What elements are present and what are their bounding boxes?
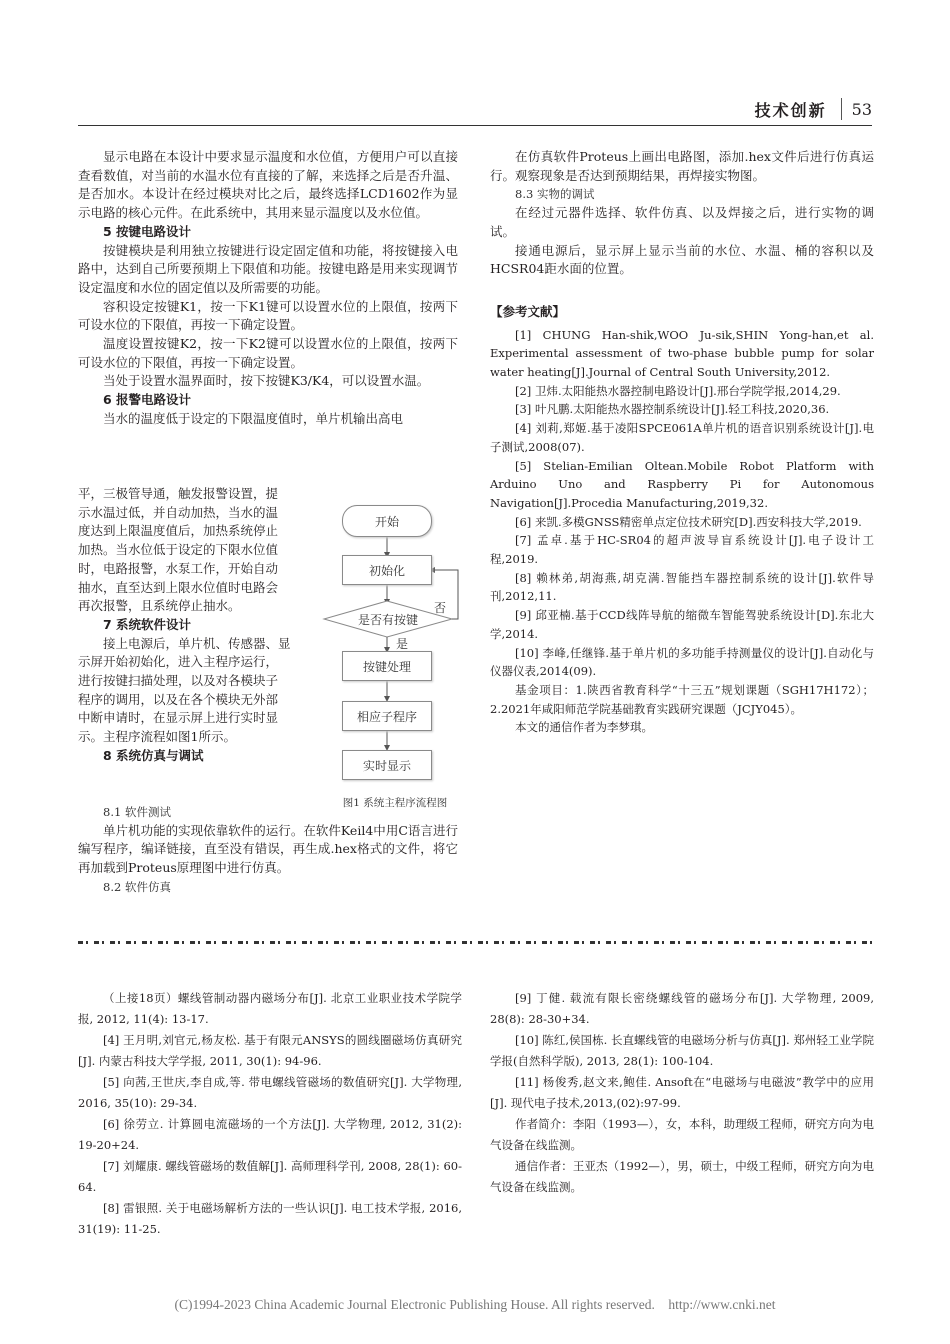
flow-yes-label: 是 (396, 637, 409, 651)
subsection-heading: 8.1 软件测试 (103, 805, 171, 819)
paragraph: 当处于设置水温界面时，按下按键K3/K4，可以设置水温。 (103, 373, 430, 389)
text-line: 中断申请时，在显示屏上进行实时显 (78, 710, 279, 726)
text-line: 示水温过低，并自动加热，当水的温 (78, 504, 279, 520)
flow-decision-label: 是否有按键 (357, 613, 418, 627)
text-line: 抽水，直至达到上限水位值时电路会 (78, 579, 279, 595)
text-line: 平，三极管导通，触发报警设置，提 (78, 486, 279, 501)
paragraph: 单片机功能的实现依靠软件的运行。在软件Keil4中用C语言进行编写程序，编译链接，直至没有错误，再生成.hex格式的文件，将它再加载到Proteus原理图中进行仿真。 (78, 822, 458, 876)
reference-item: [7] 孟卓.基于HC-SR04的超声波导盲系统设计[J].电子设计工程,2019. (490, 533, 874, 567)
reference-item: [4] 王月明,刘官元,杨友松. 基于有限元ANSYS的圆线圈磁场仿真研究[J]. 内蒙古科技大学学报, 2011, 30(1): 94-96. (78, 1033, 462, 1068)
text-line: 进行按键扫描处理，以及对各模块子 (78, 673, 279, 689)
reference-item: [7] 刘耀康. 螺线管磁场的数值解[J]. 高师理科学刊, 2008, 28(1): 60-64. (78, 1159, 462, 1194)
left-column-lower (78, 803, 458, 897)
references-heading: 【参考文献】 (490, 303, 566, 319)
journal-section-title: 技术创新 (754, 100, 827, 120)
flow-key-process: 按键处理 (342, 651, 432, 681)
paragraph: 显示电路在本设计中要求显示温度和水位值，方便用户可以直接查看数值，对当前的水温水位有直接的了解，来选择之后是否升温、是否加水。本设计在经过模块对比之后，最终选择LCD1602作为显示电路的核心元件。在此系统中，其用来显示温度以及水位值。 (78, 149, 458, 221)
flow-display: 实时显示 (342, 750, 432, 780)
flow-start: 开始 (342, 505, 432, 537)
reference-item: [8] 雷银照. 关于电磁场解析方法的一些认识[J]. 电工技术学报, 2016, 31(19): 11-25. (78, 1201, 462, 1236)
section-heading: 5 按键电路设计 (103, 223, 192, 239)
paragraph: 按键模块是利用独立按键进行设定固定值和功能，将按键接入电路中，达到自己所要预期上下限值和功能。按键电路是用来实现调节设定温度和水位的固定值以及所需要的功能。 (78, 242, 458, 295)
author-bio: 作者简介：李阳（1993—），女，本科，助理级工程师，研究方向为电气设备在线监测。 (490, 1117, 874, 1152)
text-line: 示屏开始初始化，进入主程序运行， (78, 654, 279, 670)
reference-item: [10] 李峰,任继锋.基于单片机的多功能手持测量仪的设计[J].自动化与仪器仪表,2014(09). (490, 645, 874, 679)
left-column (78, 148, 458, 429)
paragraph: 温度设置按键K2，按一下K2键可以设置水位的上限值，按两下可设水位的下限值，再按一下确定设置。 (78, 336, 458, 370)
text-line: 再次报警，且系统停止抽水。 (78, 598, 241, 614)
reference-item: [10] 陈红,侯国栋. 长直螺线管的电磁场分析与仿真[J]. 郑州轻工业学院学报(自然科学版), 2013, 28(1): 100-104. (490, 1033, 874, 1068)
reference-item: [5] Stelian-Emilian Oltean.Mobile Robot Platform with Arduino Uno and Raspberry Pi for Autonomous Navigation[J].Procedia Manufacturing,2019,32. (490, 458, 874, 510)
flow-init: 初始化 (342, 555, 432, 585)
paragraph: 当水的温度低于设定的下限温度值时，单片机输出高电 (103, 410, 404, 426)
bottom-right-references (490, 988, 874, 1198)
flow-no-label: 否 (434, 601, 447, 615)
reference-item: [9] 邱亚楠.基于CCD线阵导航的缩微车智能驾驶系统设计[D].东北大学,2014. (490, 608, 874, 641)
page-header (755, 96, 872, 122)
flow-subroutine: 相应子程序 (342, 701, 432, 731)
right-column (490, 148, 874, 737)
page-number: 53 (851, 99, 872, 119)
reference-item: [5] 向茜,王世庆,李自成,等. 带电螺线管磁场的数值研究[J]. 大学物理, 2016, 35(10): 29-34. (78, 1075, 462, 1110)
subsection-heading: 8.2 软件仿真 (103, 879, 171, 894)
reference-item: [3] 叶凡鹏.太阳能热水器控制系统设计[J].轻工科技,2020,36. (515, 402, 830, 417)
corresponding-author-bio: 通信作者：王亚杰（1992—），男，硕士，中级工程师，研究方向为电气设备在线监测。 (490, 1159, 874, 1194)
reference-item: （上接18页）螺线管制动器内磁场分布[J]. 北京工业职业技术学院学报, 2012, 11(4): 13-17. (78, 991, 462, 1026)
header-rule (78, 125, 872, 126)
reference-item: [11] 杨俊秀,赵文来,鲍佳. Ansoft在“电磁场与电磁波”教学中的应用[J]. 现代电子技术,2013,(02):97-99. (490, 1075, 874, 1110)
bottom-left-references (78, 988, 462, 1240)
text-line: 示。主程序流程如图1所示。 (78, 729, 236, 745)
reference-list (490, 326, 874, 737)
text-line: 程序的调用，以及在各个模块无外部 (78, 691, 279, 707)
figure-caption: 图1 系统主程序流程图 (342, 797, 448, 809)
reference-item: [8] 赖林弟,胡海燕,胡克满.智能挡车器控制系统的设计[J].软件导刊,2012,11. (490, 570, 874, 604)
wrapped-text-block (78, 485, 316, 766)
paragraph: 容积设定按键K1，按一下K1键可以设置水位的上限值，按两下可设水位的下限值，再按一下确定设置。 (78, 298, 458, 333)
copyright-footer: (C)1994-2023 China Academic Journal Electronic Publishing House. All rights reserved. http://www.cnki.net (174, 1297, 776, 1312)
paragraph: 接通电源后，显示屏上显示当前的水位、水温、桶的容积以及HCSR04距水面的位置。 (490, 242, 874, 277)
header-divider (841, 98, 842, 120)
reference-item: [6] 来凯.多模GNSS精密单点定位技术研究[D].西安科技大学,2019. (515, 514, 862, 529)
text-line: 度达到上限温度值后，加热系统停止 (78, 523, 279, 539)
funding-note: 基金项目：1.陕西省教育科学“十三五”规划课题（SGH17H172）；2.2021年咸阳师范学院基础教育实践研究课题（JCJY045）。 (490, 682, 874, 716)
reference-item: [9] 丁健. 载流有限长密绕螺线管的磁场分布[J]. 大学物理, 2009, 28(8): 28-30+34. (490, 991, 874, 1026)
section-heading: 7 系统软件设计 (103, 616, 192, 632)
corresponding-author-note: 本文的通信作者为李梦琪。 (515, 720, 653, 735)
text-line: 加热。当水位低于设定的下限水位值 (78, 542, 279, 558)
paragraph: 在仿真软件Proteus上画出电路图，添加.hex文件后进行仿真运行。观察现象是否达到预期结果，再焊接实物图。 (490, 149, 874, 183)
article-separator (78, 941, 872, 944)
subsection-heading: 8.3 实物的调试 (515, 187, 595, 202)
reference-item: [6] 徐劳立. 计算圆电流磁场的一个方法[J]. 大学物理, 2012, 31(2): 19-20+24. (78, 1117, 462, 1152)
flowchart (320, 497, 460, 797)
reference-item: [1] CHUNG Han-shik,WOO Ju-sik,SHIN Yong-han,et al. Experimental assessment of two-phase bubble pump for solar water heating[J].Journal of Central South University,2012. (490, 327, 874, 380)
reference-item: [4] 刘莉,郑姬.基于凌阳SPCE061A单片机的语音识别系统设计[J].电子测试,2008(07). (490, 421, 874, 454)
section-heading: 6 报警电路设计 (103, 392, 192, 408)
text-line: 时，电路报警，水泵工作，开始自动 (78, 560, 279, 576)
paragraph: 在经过元器件选择、软件仿真、以及焊接之后，进行实物的调试。 (490, 205, 874, 239)
text-line: 接上电源后，单片机、传感器、显 (103, 635, 291, 651)
reference-item: [2] 卫炜.太阳能热水器控制电路设计[J].邢台学院学报,2014,29. (515, 383, 841, 398)
section-heading: 8 系统仿真与调试 (103, 747, 204, 763)
